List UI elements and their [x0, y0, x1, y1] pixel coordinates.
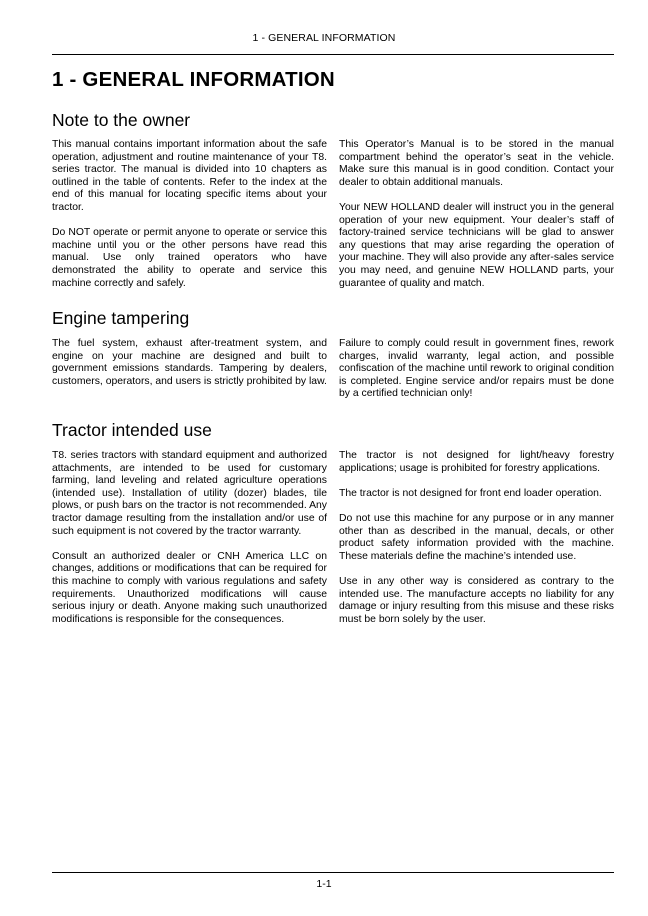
running-header: 1 - GENERAL INFORMATION: [252, 32, 396, 44]
header-rule: [52, 54, 614, 55]
section-intended-use-right-column: [339, 450, 614, 626]
paragraph: Use in any other way is considered as contrary to the intended use. The manufacture accepts no liability for any damage or injury resulting from this misuse and these risks must be born solely by the user.: [339, 575, 614, 625]
paragraph: This manual contains important information about the safe operation, adjustment and routine maintenance of your T8. series tractor. The manual is divided into 10 chapters as outlined in the table of contents. Refer to the index at the end of this manual for locating specific items about your tractor.: [52, 139, 327, 213]
paragraph: Do not use this machine for any purpose or in any manner other than as described in the manual, decals, or other product safety information provided with the machine. These materials define the machine’s intended use.: [339, 512, 614, 562]
section-intended-use-left-column: [52, 450, 327, 626]
section-title-engine-tampering: Engine tampering: [52, 308, 190, 328]
paragraph: Your NEW HOLLAND dealer will instruct you in the general operation of your new equipment. Your dealer’s staff of factory-trained service technicians will be glad to answer any questions that may arise regarding the operation of your machine. They will also provide any after-sales service you may need, and genuine NEW HOLLAND parts, your guarantee of quality and match.: [339, 201, 614, 289]
section-note-to-owner-right-column: [339, 139, 614, 290]
footer-rule: [52, 872, 614, 873]
page-number: 1-1: [316, 878, 332, 890]
section-engine-tampering-left-column: [52, 338, 327, 388]
section-title-tractor-intended-use: Tractor intended use: [52, 420, 212, 440]
paragraph: This Operator’s Manual is to be stored in the manual compartment behind the operator’s seat in the vehicle. Make sure this manual is in good condition. Contact your dealer to obtain additional manuals.: [339, 139, 614, 188]
paragraph: Failure to comply could result in government fines, rework charges, invalid warranty, legal action, and possible confiscation of the machine until rework to original condition is completed. Engine service and/or repairs must be done by a certified technician only!: [339, 338, 614, 400]
section-note-to-owner-left-column: [52, 139, 327, 290]
paragraph: Do NOT operate or permit anyone to operate or service this machine until you or the other persons have read this manual. Use only trained operators who have demonstrated the ability to operate and service this machine correctly and safely.: [52, 227, 327, 289]
paragraph: The tractor is not designed for light/heavy forestry applications; usage is prohibited for forestry applications.: [339, 450, 614, 474]
paragraph: Consult an authorized dealer or CNH America LLC on changes, additions or modifications that can be required for this machine to comply with various regulations and safety requirements. Unauthorized modifications will cause serious injury or death. Anyone making such unauthorized modifications is responsible for the consequences.: [52, 550, 327, 625]
paragraph: The tractor is not designed for front end loader operation.: [339, 487, 602, 499]
section-engine-tampering-right-column: [339, 338, 614, 401]
paragraph: T8. series tractors with standard equipment and authorized attachments, are intended to be used for customary farming, land leveling and related agriculture operations (intended use). Installation of utility (dozer) blades, tile plows, or push bars on the tractor is not recommended. Any tractor damage resulting from the installation and/or use of such equipment is not covered by the tractor warranty.: [52, 450, 327, 537]
chapter-title: 1 - GENERAL INFORMATION: [52, 68, 335, 91]
section-title-note-to-owner: Note to the owner: [52, 110, 191, 130]
paragraph: The fuel system, exhaust after-treatment system, and engine on your machine are designed and built to government emissions standards. Tampering by dealers, customers, operators, and users is strictly prohibited by law.: [52, 338, 327, 387]
